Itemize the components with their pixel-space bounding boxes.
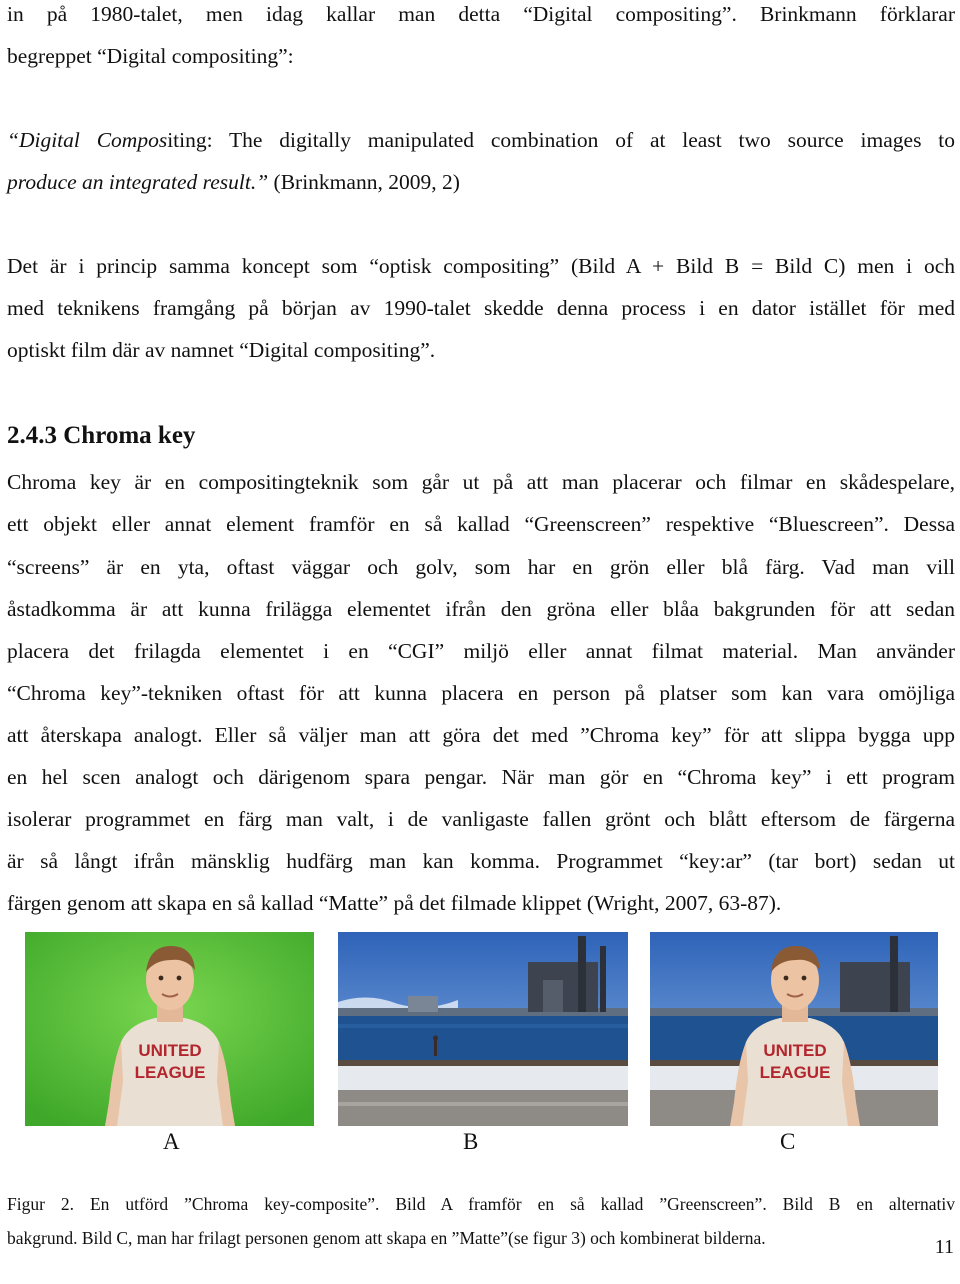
quote-italic-end: produce an integrated result.”	[7, 170, 274, 194]
quote-line-1	[7, 128, 955, 152]
section-line: är så långt ifrån mänsklig hudfärg man kan komma. Programmet “key:ar” (tar bort) sedan ut	[7, 849, 955, 873]
shirt-text-united: UNITED	[763, 1041, 827, 1060]
shirt-text-united: UNITED	[138, 1041, 202, 1060]
image-b-background	[338, 932, 628, 1126]
figure-images	[0, 932, 960, 1126]
section-line: placera det frilagda elementet i en “CGI” miljö eller annat filmat material. Man använder	[7, 639, 955, 663]
section-line: isolerar programmet en färg man valt, i de vanligaste fallen grönt och blått eftersom de färgerna	[7, 807, 955, 831]
figure-caption-line: bakgrund. Bild C, man har frilagt personen genom att skapa en ”Matte”(se figur 3) och kombinerat bilderna.	[7, 1228, 766, 1248]
shirt-text-league: LEAGUE	[759, 1063, 831, 1082]
para1-line: optiskt film där av namnet “Digital compositing”.	[7, 338, 436, 362]
section-heading: 2.4.3 Chroma key	[7, 422, 196, 449]
intro-line-2: begreppet “Digital compositing”:	[7, 44, 294, 68]
image-a-greenscreen	[25, 932, 314, 1126]
section-line: att återskapa analogt. Eller så väljer man att göra det med ”Chroma key” för att slippa bygga upp	[7, 723, 955, 747]
page-number: 11	[934, 1236, 954, 1258]
shirt-text-league: LEAGUE	[134, 1063, 206, 1082]
section-line: färgen genom att skapa en så kallad “Matte” på det filmade klippet (Wright, 2007, 63-87).	[7, 891, 782, 915]
section-line: ett objekt eller annat element framför en så kallad “Greenscreen” respektive “Bluescreen”. Dessa	[7, 512, 955, 536]
para1-line: med teknikens framgång på början av 1990-talet skedde denna process i en dator istället för med	[7, 296, 955, 320]
section-line: “Chroma key”-tekniken oftast för att kunna placera en person på platser som kan vara omöjliga	[7, 681, 955, 705]
figure-label-a: A	[163, 1129, 180, 1154]
figure-label-b: B	[463, 1129, 479, 1154]
intro-line-1: in på 1980-talet, men idag kallar man detta “Digital compositing”. Brinkmann förklarar	[7, 2, 955, 26]
quote-text: iting: The digitally manipulated combination of at least two source images to	[167, 128, 955, 152]
figure-label-c: C	[780, 1129, 796, 1154]
image-c-composite	[650, 932, 938, 1126]
section-line: Chroma key är en compositingteknik som går ut på att man placerar och filmar en skådespelare,	[7, 470, 955, 494]
section-line: en hel scen analogt och därigenom spara pengar. När man gör en “Chroma key” i ett program	[7, 765, 955, 789]
quote-citation: (Brinkmann, 2009, 2)	[273, 170, 460, 194]
quote-line-2	[7, 170, 955, 194]
figure-caption-line: Figur 2. En utförd ”Chroma key-composite”. Bild A framför en så kallad ”Greenscreen”. Bild B en alternativ	[7, 1194, 955, 1214]
section-line: åstadkomma är att kunna frilägga elementet ifrån den gröna eller blåa bakgrunden för att sedan	[7, 597, 955, 621]
quote-italic-start: “Digital Compos	[7, 128, 168, 152]
para1-line: Det är i princip samma koncept som “optisk compositing” (Bild A + Bild B = Bild C) men i och	[7, 254, 955, 278]
section-line: “screens” är en yta, oftast väggar och golv, som har en grön eller blå färg. Vad man vill	[7, 555, 955, 579]
